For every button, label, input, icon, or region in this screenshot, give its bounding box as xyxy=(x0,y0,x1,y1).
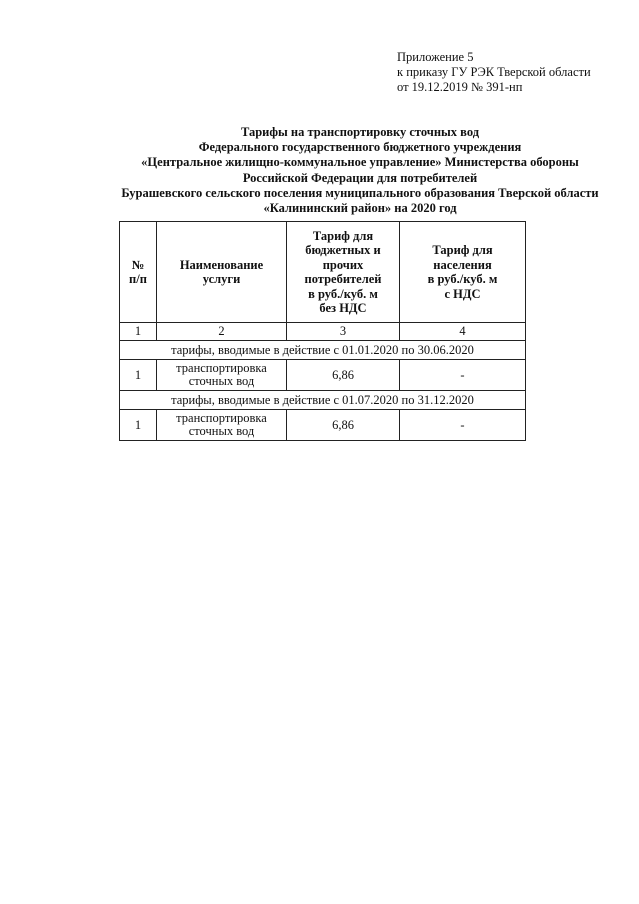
header-num: № п/п xyxy=(120,222,157,323)
row-num: 1 xyxy=(120,410,157,441)
appendix-reference xyxy=(397,50,591,95)
table-row xyxy=(120,360,526,391)
period-row xyxy=(120,391,526,410)
header-tariff-budget: Тариф для бюджетных и прочих потребителей в руб./куб. м без НДС xyxy=(287,222,400,323)
column-number: 2 xyxy=(157,323,287,341)
column-number-row xyxy=(120,323,526,341)
table-row xyxy=(120,410,526,441)
column-number: 1 xyxy=(120,323,157,341)
period-label: тарифы, вводимые в действие с 01.07.2020 по 31.12.2020 xyxy=(120,391,526,410)
column-number: 3 xyxy=(287,323,400,341)
service-line: сточных вод xyxy=(188,374,255,388)
service-line: сточных вод xyxy=(188,424,255,438)
table-header-row xyxy=(120,222,526,323)
row-tariff-budget: 6,86 xyxy=(287,410,400,441)
row-tariff-budget: 6,86 xyxy=(287,360,400,391)
title-line: Бурашевского сельского поселения муниципального образования Тверской области xyxy=(121,185,599,200)
title-line: Российской Федерации для потребителей xyxy=(242,170,478,185)
title-line: Федерального государственного бюджетного учреждения xyxy=(198,140,522,155)
row-service xyxy=(157,360,287,391)
appendix-order: к приказу ГУ РЭК Тверской области xyxy=(397,65,591,79)
header-service: Наименование услуги xyxy=(157,222,287,323)
title-line: Тарифы на транспортировку сточных вод xyxy=(240,125,480,139)
tariffs-table xyxy=(119,221,526,441)
service-line: транспортировка xyxy=(176,361,267,375)
period-row xyxy=(120,341,526,360)
document-title xyxy=(60,125,639,216)
row-tariff-population: - xyxy=(400,410,526,441)
column-number: 4 xyxy=(400,323,526,341)
row-tariff-population: - xyxy=(400,360,526,391)
title-line: «Калининский район» на 2020 год xyxy=(263,201,457,216)
row-service xyxy=(157,410,287,441)
appendix-number: Приложение 5 xyxy=(397,50,474,64)
row-num: 1 xyxy=(120,360,157,391)
period-label: тарифы, вводимые в действие с 01.01.2020 по 30.06.2020 xyxy=(120,341,526,360)
header-tariff-population: Тариф для населения в руб./куб. м с НДС xyxy=(400,222,526,323)
appendix-date: от 19.12.2019 № 391-нп xyxy=(397,80,523,94)
service-line: транспортировка xyxy=(176,411,267,425)
title-line: «Центральное жилищно-коммунальное управление» Министерства обороны xyxy=(141,155,579,170)
